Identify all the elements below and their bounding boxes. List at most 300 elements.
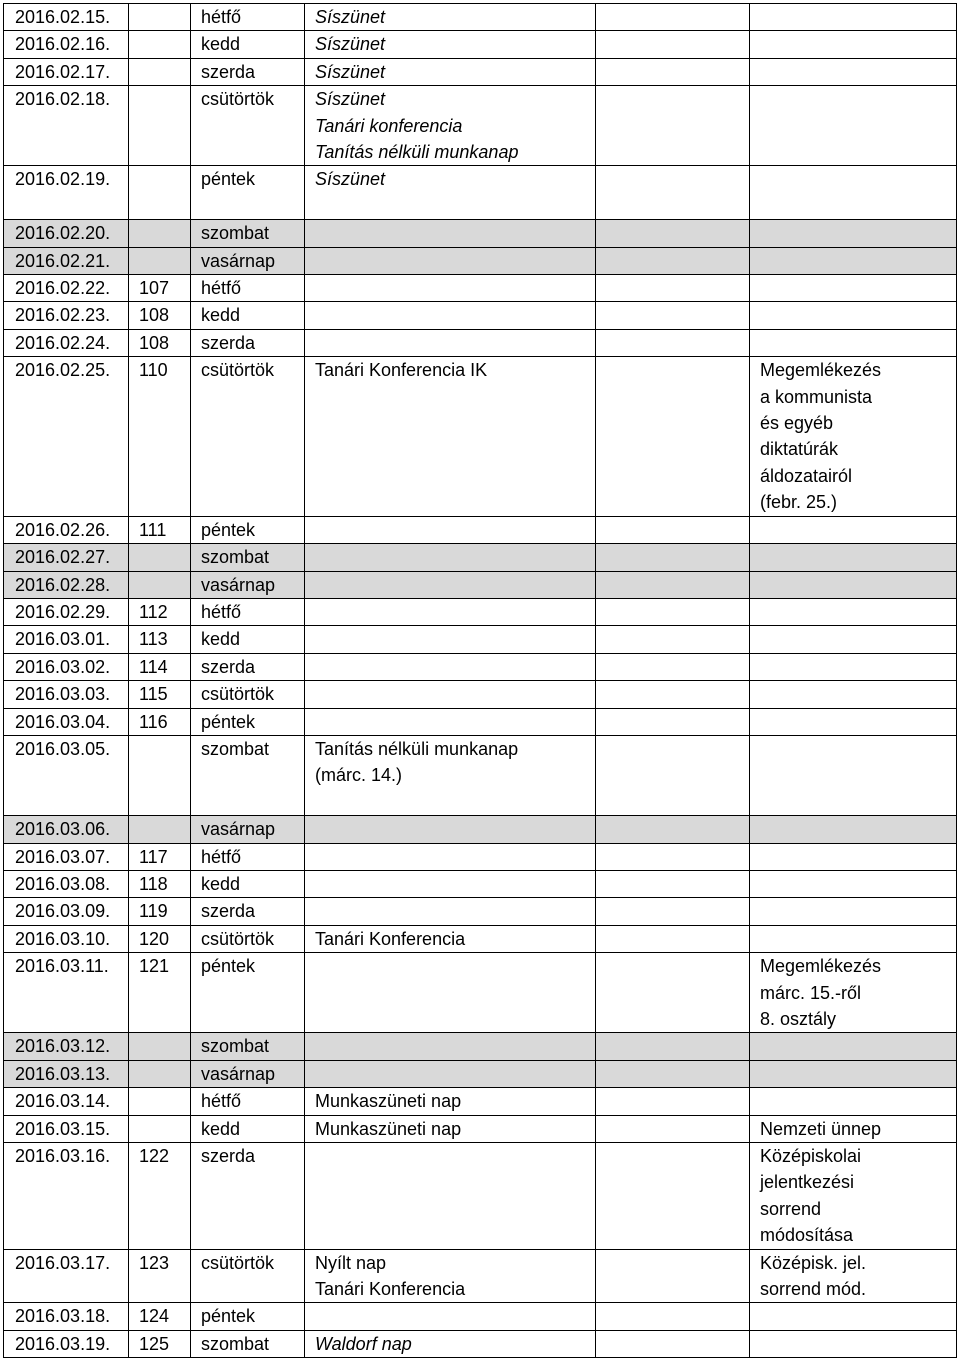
date-cell: [4, 735, 129, 815]
date-text: 2016.03.08.: [15, 873, 111, 894]
empty-cell: [596, 1249, 750, 1303]
event-cell: [305, 1060, 596, 1087]
table-row: [4, 516, 957, 543]
comment-cell: [750, 1033, 957, 1060]
empty-cell: [596, 898, 750, 925]
table-row: [4, 31, 957, 58]
date-text: 2016.03.09.: [15, 901, 111, 922]
empty-cell: [596, 1060, 750, 1087]
table-row: [4, 1143, 957, 1250]
weekday-cell: [191, 708, 305, 735]
date-cell: [4, 302, 129, 329]
comment-cell: [750, 4, 957, 31]
table-row: [4, 275, 957, 302]
date-cell: [4, 166, 129, 220]
comment-text: a kommunista: [760, 386, 873, 407]
date-cell: [4, 681, 129, 708]
empty-cell: [596, 598, 750, 625]
weekday-cell: [191, 898, 305, 925]
table-row: [4, 1088, 957, 1115]
table-row: [4, 1115, 957, 1142]
weekday-text: szerda: [201, 656, 256, 677]
weekday-cell: [191, 516, 305, 543]
date-text: 2016.02.28.: [15, 574, 111, 595]
lesson-day-number-cell: [129, 735, 191, 815]
table-row: [4, 925, 957, 952]
empty-cell: [596, 626, 750, 653]
weekday-text: szerda: [201, 61, 256, 82]
table-row: [4, 4, 957, 31]
lesson-day-number: 120: [139, 928, 170, 949]
comment-cell: [750, 653, 957, 680]
event-cell: [305, 626, 596, 653]
date-cell: [4, 898, 129, 925]
lesson-day-number-cell: [129, 870, 191, 897]
weekday-cell: [191, 953, 305, 1033]
comment-cell: [750, 735, 957, 815]
date-cell: [4, 247, 129, 274]
comment-text: jelentkezési: [760, 1172, 855, 1193]
date-text: 2016.02.27.: [15, 547, 111, 568]
date-cell: [4, 653, 129, 680]
event-cell: [305, 1033, 596, 1060]
event-text: Síszünet: [315, 89, 386, 110]
blank-line: [315, 789, 595, 815]
date-text: 2016.03.07.: [15, 846, 111, 867]
table-row: [4, 681, 957, 708]
table-row: [4, 1033, 957, 1060]
weekday-text: csütörtök: [201, 1252, 275, 1273]
empty-cell: [596, 1115, 750, 1142]
lesson-day-number: 119: [139, 901, 168, 922]
event-cell: [305, 302, 596, 329]
table-row: [4, 870, 957, 897]
date-cell: [4, 58, 129, 85]
date-cell: [4, 275, 129, 302]
comment-cell: [750, 302, 957, 329]
weekday-cell: [191, 58, 305, 85]
empty-cell: [596, 708, 750, 735]
date-text: 2016.03.17.: [15, 1252, 111, 1273]
empty-cell: [596, 653, 750, 680]
event-text: Tanári Konferencia IK: [315, 360, 488, 381]
date-cell: [4, 708, 129, 735]
lesson-day-number-cell: [129, 708, 191, 735]
lesson-day-number-cell: [129, 681, 191, 708]
date-text: 2016.03.13.: [15, 1063, 111, 1084]
empty-cell: [596, 1330, 750, 1357]
lesson-day-number: 114: [139, 656, 168, 677]
weekday-cell: [191, 925, 305, 952]
comment-cell: [750, 1249, 957, 1303]
table-row: [4, 58, 957, 85]
event-cell: [305, 898, 596, 925]
event-cell: [305, 166, 596, 220]
lesson-day-number: 116: [139, 711, 168, 732]
date-cell: [4, 86, 129, 166]
comment-cell: [750, 544, 957, 571]
comment-cell: [750, 31, 957, 58]
calendar-body: [4, 4, 957, 1358]
comment-text: módosítása: [760, 1225, 854, 1246]
weekday-text: vasárnap: [201, 819, 276, 840]
weekday-cell: [191, 275, 305, 302]
date-cell: [4, 220, 129, 247]
comment-text: Megemlékezés: [760, 360, 882, 381]
comment-cell: [750, 1115, 957, 1142]
date-cell: [4, 1115, 129, 1142]
event-cell: [305, 653, 596, 680]
lesson-day-number: 121: [139, 956, 170, 977]
weekday-text: péntek: [201, 519, 256, 540]
table-row: [4, 626, 957, 653]
event-cell: [305, 4, 596, 31]
comment-cell: [750, 516, 957, 543]
empty-cell: [596, 86, 750, 166]
weekday-cell: [191, 816, 305, 843]
lesson-day-number-cell: [129, 626, 191, 653]
weekday-cell: [191, 1303, 305, 1330]
lesson-day-number-cell: [129, 166, 191, 220]
table-row: [4, 953, 957, 1033]
event-cell: [305, 220, 596, 247]
comment-cell: [750, 1143, 957, 1250]
event-cell: [305, 681, 596, 708]
empty-cell: [596, 275, 750, 302]
lesson-day-number: 117: [139, 846, 168, 867]
weekday-text: péntek: [201, 956, 256, 977]
lesson-day-number-cell: [129, 58, 191, 85]
lesson-day-number-cell: [129, 357, 191, 516]
weekday-cell: [191, 31, 305, 58]
comment-cell: [750, 626, 957, 653]
comment-cell: [750, 58, 957, 85]
date-cell: [4, 843, 129, 870]
empty-cell: [596, 843, 750, 870]
comment-cell: [750, 1060, 957, 1087]
table-row: [4, 166, 957, 220]
table-row: [4, 357, 957, 516]
event-cell: [305, 843, 596, 870]
weekday-cell: [191, 247, 305, 274]
comment-cell: [750, 275, 957, 302]
event-cell: [305, 816, 596, 843]
lesson-day-number-cell: [129, 329, 191, 356]
comment-cell: [750, 953, 957, 1033]
event-cell: [305, 1088, 596, 1115]
lesson-day-number-cell: [129, 1303, 191, 1330]
date-cell: [4, 516, 129, 543]
event-text: Tanítás nélküli munkanap: [315, 142, 519, 163]
date-text: 2016.02.16.: [15, 34, 111, 55]
lesson-day-number-cell: [129, 1330, 191, 1357]
event-cell: [305, 708, 596, 735]
date-text: 2016.03.04.: [15, 711, 111, 732]
empty-cell: [596, 166, 750, 220]
table-row: [4, 544, 957, 571]
comment-text: diktatúrák: [760, 439, 839, 460]
comment-text: Megemlékezés: [760, 956, 882, 977]
weekday-cell: [191, 626, 305, 653]
weekday-text: szerda: [201, 1146, 256, 1167]
date-cell: [4, 544, 129, 571]
weekday-cell: [191, 302, 305, 329]
event-cell: [305, 1303, 596, 1330]
empty-cell: [596, 953, 750, 1033]
empty-cell: [596, 870, 750, 897]
weekday-text: szombat: [201, 1036, 270, 1057]
weekday-cell: [191, 4, 305, 31]
table-row: [4, 220, 957, 247]
comment-text: és egyéb: [760, 413, 834, 434]
date-cell: [4, 626, 129, 653]
event-cell: [305, 1143, 596, 1250]
event-cell: [305, 357, 596, 516]
weekday-text: péntek: [201, 169, 256, 190]
lesson-day-number-cell: [129, 1060, 191, 1087]
comment-cell: [750, 1088, 957, 1115]
event-text: Nyílt nap: [315, 1252, 387, 1273]
event-cell: [305, 58, 596, 85]
weekday-text: kedd: [201, 629, 241, 650]
event-text: Tanári konferencia: [315, 115, 463, 136]
lesson-day-number-cell: [129, 4, 191, 31]
event-text: Waldorf nap: [315, 1333, 412, 1354]
lesson-day-number: 115: [139, 684, 168, 705]
weekday-cell: [191, 1143, 305, 1250]
comment-cell: [750, 329, 957, 356]
date-text: 2016.02.22.: [15, 278, 111, 299]
weekday-text: hétfő: [201, 7, 242, 27]
weekday-cell: [191, 735, 305, 815]
lesson-day-number: 110: [139, 360, 168, 381]
date-text: 2016.02.18.: [15, 89, 111, 110]
weekday-cell: [191, 357, 305, 516]
empty-cell: [596, 925, 750, 952]
comment-text: 8. osztály: [760, 1009, 837, 1029]
lesson-day-number-cell: [129, 571, 191, 598]
event-cell: [305, 925, 596, 952]
weekday-text: csütörtök: [201, 928, 275, 949]
weekday-cell: [191, 1033, 305, 1060]
event-cell: [305, 598, 596, 625]
date-cell: [4, 357, 129, 516]
date-text: 2016.02.29.: [15, 601, 111, 622]
lesson-day-number: 108: [139, 305, 170, 326]
date-cell: [4, 329, 129, 356]
event-cell: [305, 1249, 596, 1303]
weekday-cell: [191, 544, 305, 571]
weekday-cell: [191, 598, 305, 625]
event-cell: [305, 1115, 596, 1142]
date-text: 2016.03.15.: [15, 1118, 111, 1139]
date-text: 2016.03.19.: [15, 1333, 111, 1354]
weekday-cell: [191, 220, 305, 247]
weekday-cell: [191, 870, 305, 897]
lesson-day-number: 123: [139, 1252, 170, 1273]
table-row: [4, 708, 957, 735]
empty-cell: [596, 4, 750, 31]
date-cell: [4, 1249, 129, 1303]
lesson-day-number-cell: [129, 86, 191, 166]
date-text: 2016.02.26.: [15, 519, 111, 540]
date-cell: [4, 571, 129, 598]
table-row: [4, 329, 957, 356]
date-cell: [4, 1088, 129, 1115]
comment-text: Nemzeti ünnep: [760, 1118, 882, 1139]
empty-cell: [596, 1303, 750, 1330]
lesson-day-number-cell: [129, 925, 191, 952]
date-cell: [4, 598, 129, 625]
empty-cell: [596, 247, 750, 274]
event-text: (márc. 14.): [315, 765, 403, 786]
event-text: Tanári Konferencia: [315, 1279, 466, 1300]
event-cell: [305, 544, 596, 571]
comment-text: sorrend: [760, 1198, 822, 1219]
date-cell: [4, 1143, 129, 1250]
event-cell: [305, 1330, 596, 1357]
date-text: 2016.03.06.: [15, 819, 111, 840]
date-text: 2016.03.18.: [15, 1306, 111, 1327]
empty-cell: [596, 302, 750, 329]
date-text: 2016.02.24.: [15, 332, 111, 353]
weekday-cell: [191, 1115, 305, 1142]
lesson-day-number-cell: [129, 1033, 191, 1060]
weekday-text: kedd: [201, 305, 241, 326]
lesson-day-number: 111: [139, 519, 167, 540]
comment-text: márc. 15.-ről: [760, 982, 862, 1003]
lesson-day-number-cell: [129, 598, 191, 625]
weekday-text: szombat: [201, 1333, 270, 1354]
lesson-day-number: 108: [139, 332, 170, 353]
weekday-text: hétfő: [201, 1091, 242, 1112]
lesson-day-number: 125: [139, 1333, 170, 1354]
date-text: 2016.03.01.: [15, 629, 111, 650]
date-text: 2016.02.15.: [15, 7, 111, 27]
table-row: [4, 1330, 957, 1357]
comment-cell: [750, 708, 957, 735]
table-row: [4, 598, 957, 625]
weekday-text: péntek: [201, 711, 256, 732]
date-text: 2016.02.17.: [15, 61, 111, 82]
lesson-day-number-cell: [129, 1249, 191, 1303]
lesson-day-number: 124: [139, 1306, 170, 1327]
table-row: [4, 302, 957, 329]
empty-cell: [596, 516, 750, 543]
event-cell: [305, 247, 596, 274]
weekday-cell: [191, 329, 305, 356]
event-text: Síszünet: [315, 61, 386, 82]
comment-cell: [750, 571, 957, 598]
weekday-text: szombat: [201, 223, 270, 244]
weekday-cell: [191, 86, 305, 166]
weekday-text: kedd: [201, 1118, 241, 1139]
weekday-text: hétfő: [201, 846, 242, 867]
comment-cell: [750, 925, 957, 952]
comment-cell: [750, 357, 957, 516]
date-cell: [4, 870, 129, 897]
empty-cell: [596, 816, 750, 843]
date-text: 2016.03.14.: [15, 1091, 111, 1112]
event-cell: [305, 31, 596, 58]
lesson-day-number-cell: [129, 953, 191, 1033]
date-cell: [4, 953, 129, 1033]
comment-cell: [750, 1330, 957, 1357]
empty-cell: [596, 1143, 750, 1250]
date-cell: [4, 1303, 129, 1330]
date-text: 2016.03.16.: [15, 1146, 111, 1167]
lesson-day-number: 122: [139, 1146, 170, 1167]
event-text: Munkaszüneti nap: [315, 1091, 462, 1112]
event-cell: [305, 870, 596, 897]
event-cell: [305, 86, 596, 166]
comment-cell: [750, 843, 957, 870]
weekday-cell: [191, 843, 305, 870]
table-row: [4, 1249, 957, 1303]
comment-cell: [750, 1303, 957, 1330]
table-row: [4, 1303, 957, 1330]
weekday-cell: [191, 653, 305, 680]
comment-cell: [750, 598, 957, 625]
comment-cell: [750, 870, 957, 897]
date-text: 2016.03.05.: [15, 738, 111, 759]
event-text: Tanítás nélküli munkanap: [315, 738, 519, 759]
weekday-text: szerda: [201, 332, 256, 353]
weekday-cell: [191, 1088, 305, 1115]
event-cell: [305, 329, 596, 356]
date-text: 2016.03.12.: [15, 1036, 111, 1057]
event-cell: [305, 571, 596, 598]
date-cell: [4, 1330, 129, 1357]
event-text: Síszünet: [315, 169, 386, 190]
event-text: Síszünet: [315, 7, 386, 27]
lesson-day-number: 112: [139, 601, 168, 622]
weekday-cell: [191, 1060, 305, 1087]
comment-text: Középisk. jel.: [760, 1252, 867, 1273]
date-text: 2016.02.19.: [15, 169, 111, 190]
weekday-text: csütörtök: [201, 684, 275, 705]
comment-cell: [750, 166, 957, 220]
date-cell: [4, 816, 129, 843]
empty-cell: [596, 544, 750, 571]
table-row: [4, 898, 957, 925]
date-cell: [4, 1033, 129, 1060]
table-row: [4, 653, 957, 680]
table-row: [4, 86, 957, 166]
empty-cell: [596, 220, 750, 247]
weekday-cell: [191, 166, 305, 220]
table-row: [4, 816, 957, 843]
empty-cell: [596, 31, 750, 58]
lesson-day-number-cell: [129, 31, 191, 58]
weekday-text: hétfő: [201, 278, 242, 299]
lesson-day-number-cell: [129, 1088, 191, 1115]
weekday-cell: [191, 571, 305, 598]
date-text: 2016.03.11.: [15, 956, 109, 977]
lesson-day-number: 113: [139, 629, 168, 650]
school-calendar-table: [3, 3, 957, 1358]
event-cell: [305, 953, 596, 1033]
lesson-day-number-cell: [129, 275, 191, 302]
date-text: 2016.02.20.: [15, 223, 111, 244]
lesson-day-number-cell: [129, 1143, 191, 1250]
comment-cell: [750, 816, 957, 843]
date-text: 2016.03.02.: [15, 656, 111, 677]
lesson-day-number-cell: [129, 302, 191, 329]
comment-cell: [750, 898, 957, 925]
lesson-day-number-cell: [129, 516, 191, 543]
table-row: [4, 247, 957, 274]
